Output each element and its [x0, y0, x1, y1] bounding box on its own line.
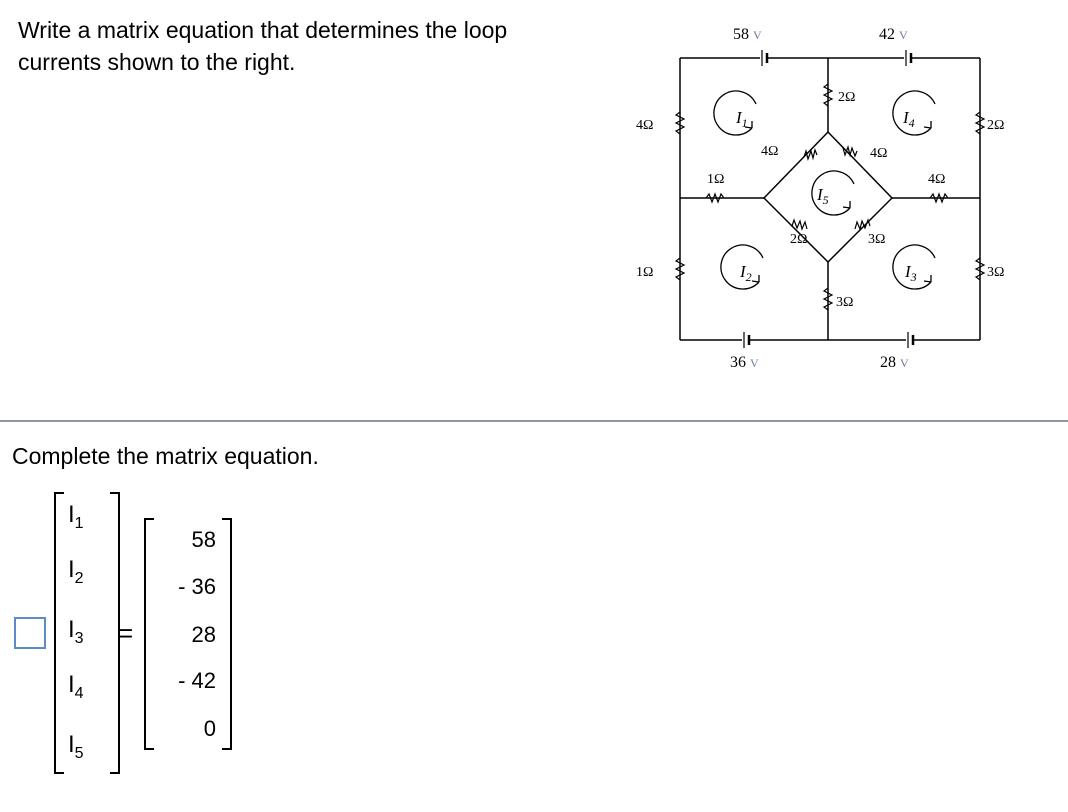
resistor-label-diamond-upper-left: 4Ω [761, 144, 779, 159]
resistor-label-diamond-lower-right: 3Ω [868, 232, 886, 247]
resistor-label-diamond-upper-right: 4Ω [870, 146, 888, 161]
circuit-diagram [600, 0, 1068, 400]
rhs-value-3: 28 [191, 622, 216, 647]
loop-label-i1: $I_1$ [736, 108, 748, 130]
resistor-label-right-upper: 2Ω [987, 118, 1005, 133]
battery-58v [760, 50, 768, 66]
rhs-vector-right-bracket [222, 518, 232, 750]
resistor-label-middle-right: 4Ω [928, 172, 946, 187]
resistor-label-middle-left: 1Ω [707, 172, 725, 187]
source-label-36v: 36 V [730, 354, 759, 371]
current-variable-i3: $I_3$ [68, 616, 84, 647]
battery-28v [906, 332, 914, 348]
loop-label-i4: $I_4$ [903, 108, 915, 130]
loop-label-i2: $I_2$ [740, 262, 752, 284]
loop-label-i3: $I_3$ [905, 262, 917, 284]
rhs-value-4: - 42 [178, 668, 216, 693]
coefficient-matrix-input[interactable] [14, 617, 46, 649]
resistor-label-right-lower: 3Ω [987, 265, 1005, 280]
current-variable-i5: $I_5$ [68, 731, 84, 762]
question-text: Write a matrix equation that determines the loop currents shown to the right. [18, 17, 508, 75]
source-label-58v: 58 V [733, 26, 762, 43]
source-label-42v: 42 V [879, 26, 908, 43]
loop-arrow-i1 [714, 91, 756, 135]
equals-sign: = [118, 618, 134, 648]
resistor-label-top-center: 2Ω [838, 90, 856, 105]
section-divider [0, 420, 1068, 422]
resistor-label-left-lower: 1Ω [636, 265, 654, 280]
resistor-label-bottom-center: 3Ω [836, 295, 854, 310]
battery-42v [904, 50, 912, 66]
rhs-value-1: 58 [191, 527, 216, 552]
prompt-text: Complete the matrix equation. [12, 443, 319, 469]
current-variable-i2: $I_2$ [68, 556, 84, 587]
source-label-28v: 28 V [880, 354, 909, 371]
resistor-diamond-upper-right [843, 147, 857, 156]
current-vector-left-bracket [54, 492, 64, 774]
current-variable-i1: $I_1$ [68, 501, 84, 532]
rhs-value-5: 0 [203, 716, 216, 741]
rhs-value-2: - 36 [178, 574, 216, 599]
resistor-label-left-upper: 4Ω [636, 118, 654, 133]
battery-36v [742, 332, 750, 348]
current-variable-i4: $I_4$ [68, 671, 84, 702]
loop-label-i5: $I_5$ [817, 185, 829, 207]
resistor-label-diamond-lower-left: 2Ω [790, 232, 808, 247]
